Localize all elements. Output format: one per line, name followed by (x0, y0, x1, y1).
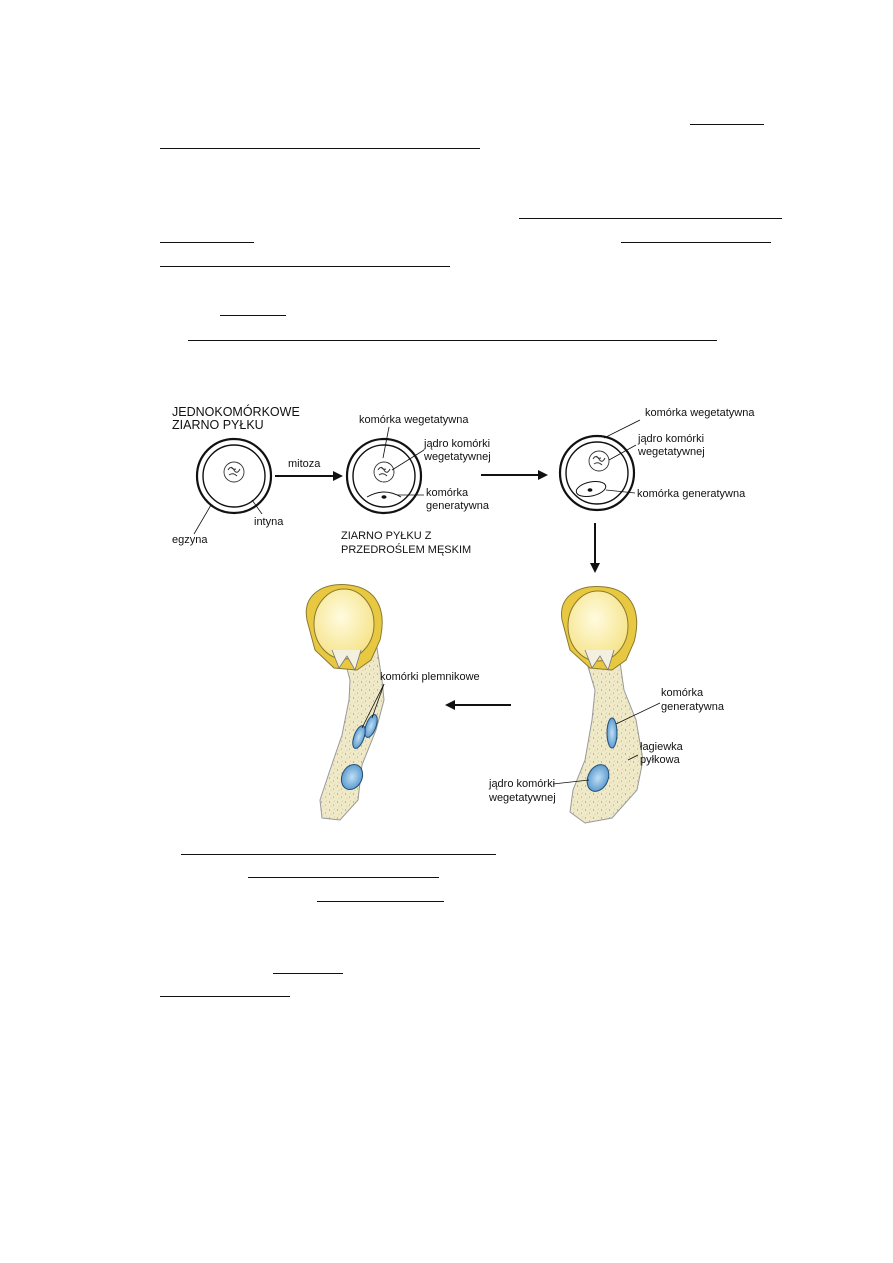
label-unicellular-title-1: JEDNOKOMÓRKOWE (172, 405, 300, 419)
label-veg-cell-1: komórka wegetatywna (359, 414, 469, 426)
label-pollen-tube-b: pyłkowa (640, 754, 680, 766)
label-intine: intyna (254, 516, 284, 528)
label-gen-cell-3a: komórka (661, 687, 704, 699)
label-sperm-cells: komórki plemnikowe (380, 671, 480, 683)
label-exine: egzyna (172, 534, 208, 546)
grain-2-generative-nucleus (382, 495, 387, 499)
label-veg-nucleus-3b: wegetatywnej (489, 792, 556, 804)
grain-1-intine (203, 445, 265, 507)
stage-bicellular-grain (341, 414, 491, 556)
label-veg-nucleus-2a: jądro komórki (638, 433, 705, 445)
grain-interior-left (314, 589, 374, 659)
stage-pollen-tube-sperm (306, 585, 479, 820)
label-veg-nucleus-1a: jądro komórki (424, 438, 491, 450)
stage-mature-grain (560, 407, 755, 510)
label-mitosis: mitoza (288, 458, 321, 470)
label-pollen-gametophyte-1: ZIARNO PYŁKU Z (341, 530, 432, 542)
label-veg-nucleus-2b: wegetatywnej (638, 446, 705, 458)
label-gen-cell-1b: generatywna (426, 500, 489, 512)
label-gen-cell-3b: generatywna (661, 701, 724, 713)
label-veg-cell-2: komórka wegetatywna (645, 407, 755, 419)
label-unicellular-title-2: ZIARNO PYŁKU (172, 418, 264, 432)
pollen-tube-right (570, 648, 643, 823)
label-veg-nucleus-3a: jądro komórki (489, 778, 556, 790)
pollen-tube-left (320, 648, 384, 820)
label-gen-cell-1a: komórka (426, 487, 469, 499)
exine-pointer (194, 505, 211, 534)
label-veg-nucleus-1b: wegetatywnej (424, 451, 491, 463)
label-gen-cell-2: komórka generatywna (637, 488, 746, 500)
arrow-mitosis (275, 458, 341, 476)
label-pollen-gametophyte-2: PRZEDROŚLEM MĘSKIM (341, 544, 472, 556)
label-pollen-tube-a: łagiewka (640, 741, 683, 753)
stage-germinating-grain (488, 587, 725, 823)
generative-cell-right (607, 718, 617, 748)
